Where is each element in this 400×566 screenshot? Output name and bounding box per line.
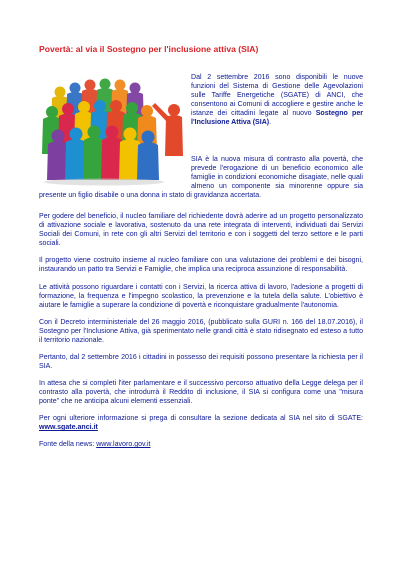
- more-info-text: Per ogni ulteriore informazione si prega di consultare la sezione dedicata al SIA nel sito di SGATE:: [39, 415, 363, 423]
- illustration-wrap-space: [39, 155, 191, 191]
- paragraph-pertanto: Pertanto, dal 2 settembre 2016 i cittadini in possesso dei requisiti possono presentare la richiesta per il SIA.: [39, 353, 363, 370]
- intro-paragraph: [191, 73, 363, 127]
- paragraph-beneficio: Per godere del beneficio, il nucleo familiare del richiedente dovrà aderire ad un progetto personalizzato di attivazione sociale e lavorativa, sostenuto da una rete integrata di interventi, individuati dai Servizi Sociali dei Comuni, in rete con gli altri Servizi del territorio e con i soggetti del terzo settore e le parti sociali.: [39, 213, 363, 248]
- article-body: [39, 155, 363, 457]
- more-info-paragraph: [39, 414, 363, 432]
- sgate-link[interactable]: www.sgate.anci.it: [39, 424, 98, 432]
- paragraph-attivita: Le attività possono riguardare i contatti con i Servizi, la ricerca attiva di lavoro, l'adesione a progetti di formazione, la frequenza e l'impegno scolastico, la prevenzione e la tutela della salute. L'obiettivo è aiutare le famiglie a superare la condizione di povertà e riconquistare gradualmente l'autonomia.: [39, 283, 363, 309]
- source-label: Fonte della news:: [39, 441, 97, 449]
- paragraph-attesa: In attesa che si completi l'iter parlamentare e il successivo percorso attuativo della Legge delega per il contrasto alla povertà, che introdurrà il Reddito di inclusione, il SIA si configura come una "misura ponte" che ne anticipa alcuni elementi essenziali.: [39, 379, 363, 405]
- sia-paragraph: SIA è la nuova misura di contrasto alla povertà, che prevede l'erogazione di un beneficio economico alle famiglie in condizioni economiche disagiate, nelle quali almeno un componente sia minorenne oppure sia presente un figlio disabile o una donna in stato di gravidanza accertata.: [39, 156, 363, 200]
- intro-text: Dal 2 settembre 2016 sono disponibili le nuove funzioni del Sistema di Gestione delle Agevolazioni sulle Tariffe Energetiche (SGATE) di ANCI, che consentono ai Comuni di accogliere e gestire anche le istanze dei cittadini legate al nuovo: [191, 74, 363, 118]
- intro-end: .: [269, 119, 272, 127]
- source-link[interactable]: www.lavoro.gov.it: [96, 441, 151, 449]
- paragraph-progetto: Il progetto viene costruito insieme al nucleo familiare con una valutazione dei problemi e dei bisogni, instaurando un patto tra Servizi e Famiglie, che implica una reciproca assunzione di responsabilità.: [39, 257, 363, 274]
- paragraph-decreto: Con il Decreto interministeriale del 26 maggio 2016, (pubblicato sulla GURI n. 166 del 18.07.2016), il Sostegno per l'Inclusione Attiva, già sperimentato nelle grandi città è stato ridisegnato ed esteso a tutto il territorio nazionale.: [39, 318, 363, 344]
- intro-bold-text: Sostegno per l'Inclusione Attiva (SIA): [191, 110, 363, 127]
- article-title: Povertà: al via il Sostegno per l'inclusione attiva (SIA): [39, 44, 259, 54]
- source-paragraph: [39, 440, 363, 449]
